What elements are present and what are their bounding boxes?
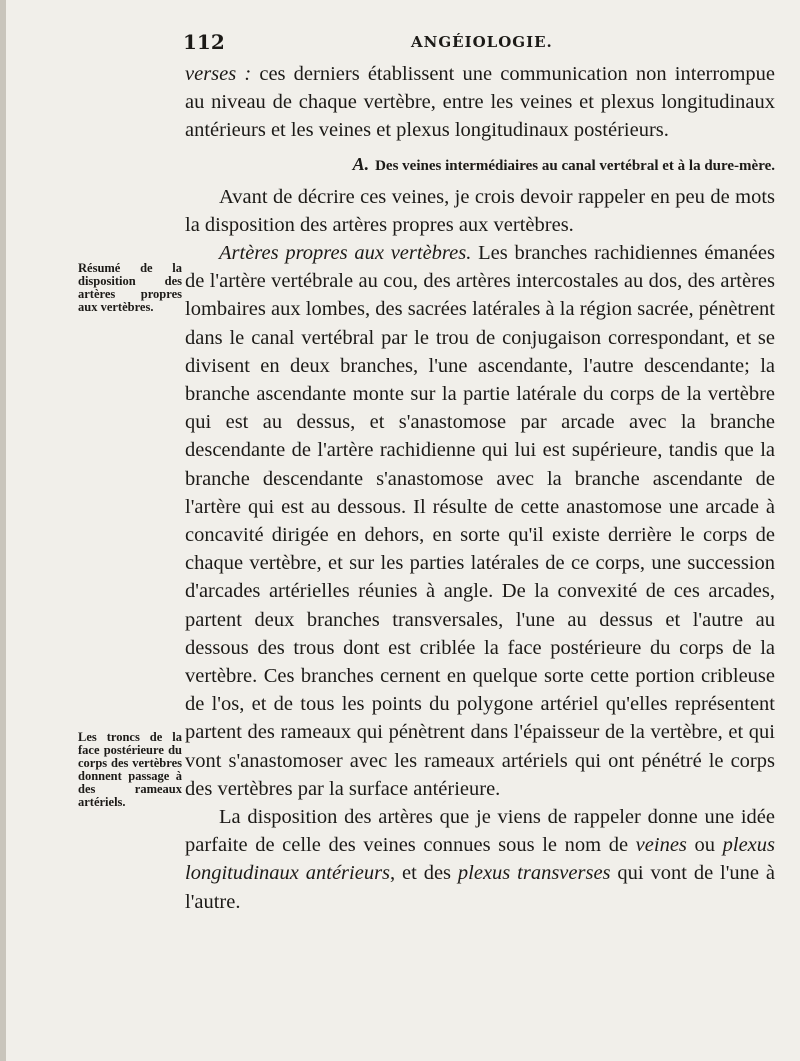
paragraph-arteries bbox=[185, 239, 775, 803]
paragraph-arteries-lead: Artères propres aux vertèbres. bbox=[219, 242, 472, 265]
paragraph-veins-text-2: ou bbox=[686, 834, 723, 857]
paragraph-lead: verses : bbox=[185, 63, 252, 85]
paragraph-veins-text-1: La disposition des artères que je viens de rappeler donne une idée parfaite de celle des veines connues sous le nom de bbox=[185, 806, 775, 857]
paragraph-veins bbox=[185, 803, 775, 916]
paragraph-veins-text-4: qui vont de l'une à l'autre. bbox=[185, 862, 775, 913]
term-plexus-transverses: plexus transverses bbox=[457, 862, 611, 885]
section-title: Des veines intermédiaires au canal vertébral et à la dure-mère. bbox=[375, 157, 775, 174]
page-gutter bbox=[0, 0, 6, 1061]
margin-note-arteries-summary: Résumé de la disposition des artères propres aux vertèbres. bbox=[78, 261, 182, 314]
running-head: ANGÉIOLOGIE. bbox=[411, 33, 553, 51]
term-plexus-longitudinaux: plexus longitudinaux antérieurs bbox=[185, 834, 776, 885]
paragraph-intro: Avant de décrire ces veines, je crois devoir rappeler en peu de mots la disposition des artères propres aux vertèbres. bbox=[185, 185, 775, 236]
paragraph-veins-text-3: , et des bbox=[390, 862, 458, 885]
margin-note-posterior-trunks: Les troncs de la face postérieure du corps des vertèbres donnent passage à des rameaux artériels. bbox=[78, 730, 182, 809]
body-text bbox=[185, 60, 775, 916]
paragraph-text: ces derniers établissent une communication non interrompue au niveau de chaque vertèbre, entre les veines et plexus longitudinaux antérieurs et les veines et plexus longitudinaux postérieurs. bbox=[185, 63, 775, 142]
section-letter: A. bbox=[352, 153, 370, 174]
paragraph-arteries-text: Les branches rachidiennes émanées de l'artère vertébrale au cou, des artères intercostales au dos, des artères lombaires aux lombes, des sacrées latérales à la région sacrée, pénètrent dans le canal vertébral par le trou de conjugaison correspondant, et se divisent en deux branches, l'une ascendante, l'autre descendante; la branche ascendante monte sur la partie latérale du corps de la vertèbre qui est au dessus, et s'anastomose par arcade avec la branche descendante de l'artère rachidienne qui lui est supérieure, tandis que la branche descendante s'anastomose avec la branche ascendante de l'artère qui est au dessous. Il résulte de cette anastomose une arcade à concavité dirigée en dehors, en sorte qu'il existe derrière le corps de chaque vertèbre, et sur les parties latérales de ce corps, une succession d'arcades artérielles réunies à angle. De la convexité de ces arcades, partent deux branches transversales, l'une au dessus et l'autre au dessous des trous dont est criblée la face postérieure du corps de la vertèbre. Ces branches cernent en quelque sorte cette portion cribleuse de l'os, et de tous les points du polygone artériel qu'elles représentent partent des rameaux qui pénètrent dans l'épaisseur de la vertèbre, et qui vont s'anastomoser avec les rameaux artériels qui ont pénétré le corps des vertèbres par la surface antérieure. bbox=[185, 242, 775, 800]
section-heading bbox=[185, 151, 775, 179]
page-header bbox=[183, 30, 783, 54]
page-number: 112 bbox=[183, 30, 225, 54]
term-veines: veines bbox=[635, 834, 687, 857]
paragraph-continuation bbox=[185, 60, 775, 145]
